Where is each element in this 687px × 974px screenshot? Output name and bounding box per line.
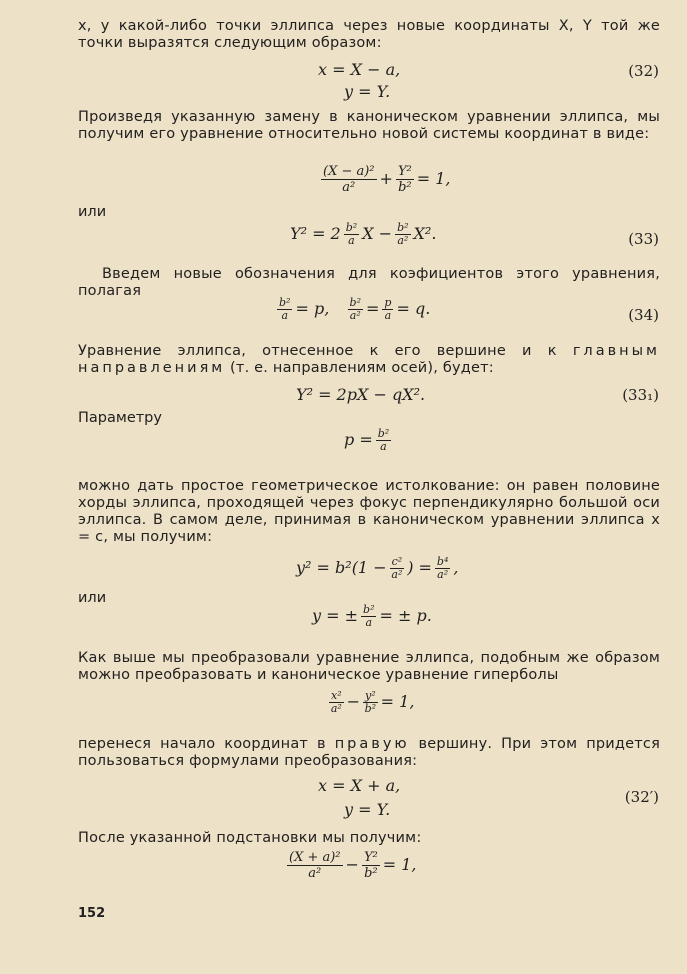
paragraph-7: Как выше мы преобразовали уравнение эллипса, подобным же образом можно преобразовать и каноническое уравнение гиперболы: [78, 650, 660, 683]
equation-parameter-p: [344, 428, 394, 453]
fraction-denominator: a²: [349, 309, 361, 322]
equation-32p-line1: x = X + a,: [318, 776, 401, 795]
fraction-denominator: a²: [391, 568, 403, 581]
equation-number-32: (32): [628, 62, 659, 80]
spaced-term: главным направлениям: [78, 343, 660, 376]
equation-32p-line2: y = Y.: [344, 800, 391, 819]
spaced-term: правую: [334, 736, 410, 752]
equation-part: = q.: [396, 299, 431, 318]
equation-part: = 1,: [382, 855, 417, 874]
equation-y-pm-p: [312, 604, 432, 629]
fraction-numerator: b²: [349, 296, 361, 309]
equation-tail: = 1,: [416, 169, 451, 188]
hyperbola-shifted-equation: [284, 850, 417, 881]
equation-part: X −: [362, 224, 393, 243]
equation-33-1: Y² = 2pX − qX².: [296, 385, 426, 404]
fraction-denominator: a²: [330, 702, 342, 715]
paragraph-3: Введем новые обозначения для коэфициентов этого уравнения, полагая: [78, 266, 660, 299]
paragraph-6: можно дать простое геометрическое истолкование: он равен половине хорды эллипса, проходящей через фокус перпендикулярно большой оси эллипса. В самом деле, принимая в каноническом уравнении эллипса x = c, мы получим:: [78, 478, 660, 545]
fraction-denominator: a: [380, 440, 387, 453]
text-run: (т. е. направлениям осей), будет:: [225, 360, 494, 376]
text-run: Уравнение эллипса, отнесенное к его вершине и к: [78, 343, 573, 359]
equation-part: p =: [344, 430, 373, 449]
fraction-denominator: a²: [397, 234, 409, 247]
equation-number-33-1: (33₁): [622, 386, 659, 404]
fraction-numerator: p: [384, 296, 392, 309]
fraction-numerator: b²: [397, 221, 409, 234]
fraction-numerator: (X + a)²: [289, 850, 341, 865]
word-parametru: Параметру: [78, 410, 162, 426]
equation-number-32-prime: (32′): [624, 788, 659, 806]
word-ili-1: или: [78, 204, 107, 220]
equation-number-34: (34): [628, 306, 659, 324]
hyperbola-equation: [326, 690, 414, 715]
equation-y-squared: [296, 556, 458, 581]
paragraph-2: Произведя указанную замену в каноническом уравнении эллипса, мы получим его уравнение относительно новой системы координат в виде:: [78, 109, 660, 142]
fraction-numerator: b²: [279, 296, 291, 309]
fraction-numerator: y²: [365, 689, 376, 702]
equation-part: y = ±: [312, 606, 359, 625]
equation-part: −: [346, 692, 361, 711]
paragraph-9: После указанной подстановки мы получим:: [78, 830, 422, 846]
equation-part: y² = b²(1 −: [296, 558, 387, 577]
fraction-denominator: b²: [398, 180, 412, 195]
equation-34: [274, 297, 430, 322]
fraction-denominator: a²: [342, 180, 356, 195]
paragraph-8: [78, 736, 660, 770]
fraction-numerator: Y²: [363, 850, 378, 865]
fraction-numerator: b²: [345, 221, 358, 234]
equation-part: ) =: [407, 558, 432, 577]
fraction-numerator: (X − a)²: [323, 164, 375, 179]
fraction-denominator: a: [365, 616, 373, 629]
equation-part: −: [345, 855, 359, 874]
fraction-numerator: Y²: [397, 164, 412, 179]
equation-32-line2: y = Y.: [344, 82, 391, 101]
fraction-denominator: b²: [364, 866, 378, 881]
page-number: 152: [78, 906, 106, 921]
equation-part: = ± p.: [379, 606, 432, 625]
fraction-denominator: a: [281, 309, 288, 322]
equation-number-33: (33): [628, 230, 659, 248]
paragraph-1: x, y какой-либо точки эллипса через новые координаты X, Y той же точки выразятся следующим образом:: [78, 18, 660, 51]
equation-33: [290, 222, 436, 247]
text-run: перенеся начало координат в: [78, 736, 335, 752]
fraction-denominator: a: [384, 309, 392, 322]
equation-part: Y² = 2: [290, 224, 341, 243]
fraction-numerator: b⁴: [436, 555, 449, 568]
equation-part: =: [366, 299, 380, 318]
equation-part: ,: [453, 558, 459, 577]
paragraph-4: [78, 343, 660, 377]
equation-32-line1: x = X − a,: [318, 60, 401, 79]
fraction-denominator: a²: [308, 866, 322, 881]
equation-part: = p,: [295, 299, 330, 318]
fraction-denominator: b²: [364, 702, 377, 715]
equation-part: = 1,: [380, 692, 415, 711]
fraction-numerator: b²: [363, 603, 375, 616]
fraction-numerator: b²: [377, 427, 390, 440]
ellipse-shifted-equation: $\frac{\text{(X − a)²}}{\text{a²}}$ + $\frac{\text{Y²}}{\text{b²}}$ = 1,: [323, 164, 451, 195]
fraction-denominator: a²: [437, 568, 449, 581]
equation-part: X².: [413, 224, 437, 243]
fraction-numerator: x²: [331, 689, 342, 702]
fraction-denominator: a: [348, 234, 355, 247]
fraction-numerator: c²: [391, 555, 403, 568]
text-run: вершину. При этом придется пользоваться формулами преобразования:: [78, 736, 660, 769]
word-ili-2: или: [78, 590, 107, 606]
